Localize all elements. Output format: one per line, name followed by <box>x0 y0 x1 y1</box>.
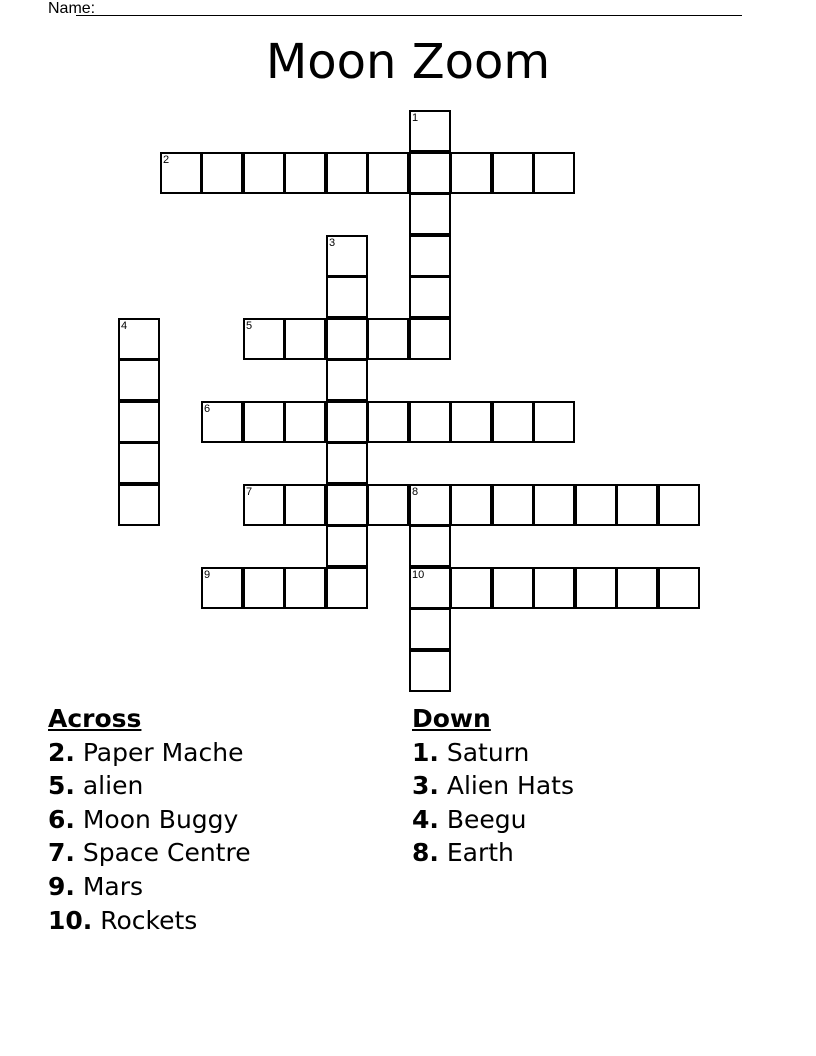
grid-cell[interactable] <box>409 235 451 277</box>
grid-cell[interactable] <box>409 318 451 360</box>
grid-cell[interactable] <box>367 152 409 194</box>
clue-number: 1 <box>412 112 419 124</box>
grid-cell[interactable] <box>243 152 285 194</box>
clue-number: 4 <box>121 320 128 332</box>
grid-cell[interactable] <box>658 484 700 526</box>
grid-cell[interactable] <box>409 276 451 318</box>
down-clue-3: 3. Alien Hats <box>412 771 574 801</box>
across-clue-9: 9. Mars <box>48 871 144 901</box>
grid-cell[interactable] <box>284 484 326 526</box>
clue-number: 5 <box>246 320 253 332</box>
name-label: Name: <box>48 0 96 17</box>
clue-number: 2 <box>163 154 170 166</box>
grid-cell[interactable] <box>409 401 451 443</box>
grid-cell[interactable] <box>533 567 575 609</box>
grid-cell[interactable] <box>450 401 492 443</box>
across-clue-6: 6. Moon Buggy <box>48 804 239 834</box>
grid-cell[interactable] <box>409 525 451 567</box>
across-heading: Across <box>48 704 142 733</box>
grid-cell[interactable] <box>409 567 451 609</box>
grid-cell[interactable] <box>160 152 202 194</box>
down-clues <box>412 702 772 870</box>
grid-cell[interactable] <box>367 401 409 443</box>
grid-cell[interactable] <box>450 567 492 609</box>
down-clue-4: 4. Beegu <box>412 804 527 834</box>
grid-cell[interactable] <box>326 318 368 360</box>
down-heading: Down <box>412 704 491 733</box>
grid-cell[interactable] <box>326 235 368 277</box>
grid-cell[interactable] <box>284 318 326 360</box>
grid-cell[interactable] <box>575 484 617 526</box>
grid-cell[interactable] <box>409 650 451 692</box>
grid-cell[interactable] <box>326 359 368 401</box>
grid-cell[interactable] <box>326 567 368 609</box>
across-clue-2: 2. Paper Mache <box>48 737 244 767</box>
grid-cell[interactable] <box>243 401 285 443</box>
down-clue-1: 1. Saturn <box>412 737 530 767</box>
grid-cell[interactable] <box>284 567 326 609</box>
down-clue-8: 8. Earth <box>412 838 514 868</box>
grid-cell[interactable] <box>118 442 160 484</box>
grid-cell[interactable] <box>367 318 409 360</box>
grid-cell[interactable] <box>575 567 617 609</box>
grid-cell[interactable] <box>118 318 160 360</box>
clue-number: 6 <box>204 403 211 415</box>
grid-cell[interactable] <box>118 484 160 526</box>
across-clue-7: 7. Space Centre <box>48 838 251 868</box>
grid-cell[interactable] <box>492 484 534 526</box>
grid-cell[interactable] <box>118 359 160 401</box>
grid-cell[interactable] <box>492 567 534 609</box>
grid-cell[interactable] <box>409 193 451 235</box>
grid-cell[interactable] <box>409 110 451 152</box>
grid-cell[interactable] <box>409 608 451 650</box>
grid-cell[interactable] <box>450 152 492 194</box>
grid-cell[interactable] <box>533 401 575 443</box>
across-clues <box>48 702 388 937</box>
grid-cell[interactable] <box>201 401 243 443</box>
clue-number: 3 <box>329 237 336 249</box>
grid-cell[interactable] <box>243 318 285 360</box>
grid-cell[interactable] <box>326 401 368 443</box>
grid-cell[interactable] <box>658 567 700 609</box>
grid-cell[interactable] <box>533 152 575 194</box>
grid-cell[interactable] <box>243 567 285 609</box>
across-clue-10: 10. Rockets <box>48 905 198 935</box>
clue-number: 10 <box>412 569 425 581</box>
grid-cell[interactable] <box>492 152 534 194</box>
grid-cell[interactable] <box>616 484 658 526</box>
clue-number: 7 <box>246 486 253 498</box>
across-clue-5: 5. alien <box>48 771 144 801</box>
clue-number: 9 <box>204 569 211 581</box>
grid-cell[interactable] <box>284 152 326 194</box>
clue-number: 8 <box>412 486 419 498</box>
grid-cell[interactable] <box>616 567 658 609</box>
grid-cell[interactable] <box>326 525 368 567</box>
grid-cell[interactable] <box>450 484 492 526</box>
grid-cell[interactable] <box>533 484 575 526</box>
grid-cell[interactable] <box>201 567 243 609</box>
grid-cell[interactable] <box>118 401 160 443</box>
grid-cell[interactable] <box>326 442 368 484</box>
puzzle-title: Moon Zoom <box>265 34 551 90</box>
grid-cell[interactable] <box>326 276 368 318</box>
grid-cell[interactable] <box>326 152 368 194</box>
grid-cell[interactable] <box>409 484 451 526</box>
grid-cell[interactable] <box>409 152 451 194</box>
grid-cell[interactable] <box>326 484 368 526</box>
grid-cell[interactable] <box>367 484 409 526</box>
grid-cell[interactable] <box>201 152 243 194</box>
grid-cell[interactable] <box>492 401 534 443</box>
grid-cell[interactable] <box>243 484 285 526</box>
grid-cell[interactable] <box>284 401 326 443</box>
